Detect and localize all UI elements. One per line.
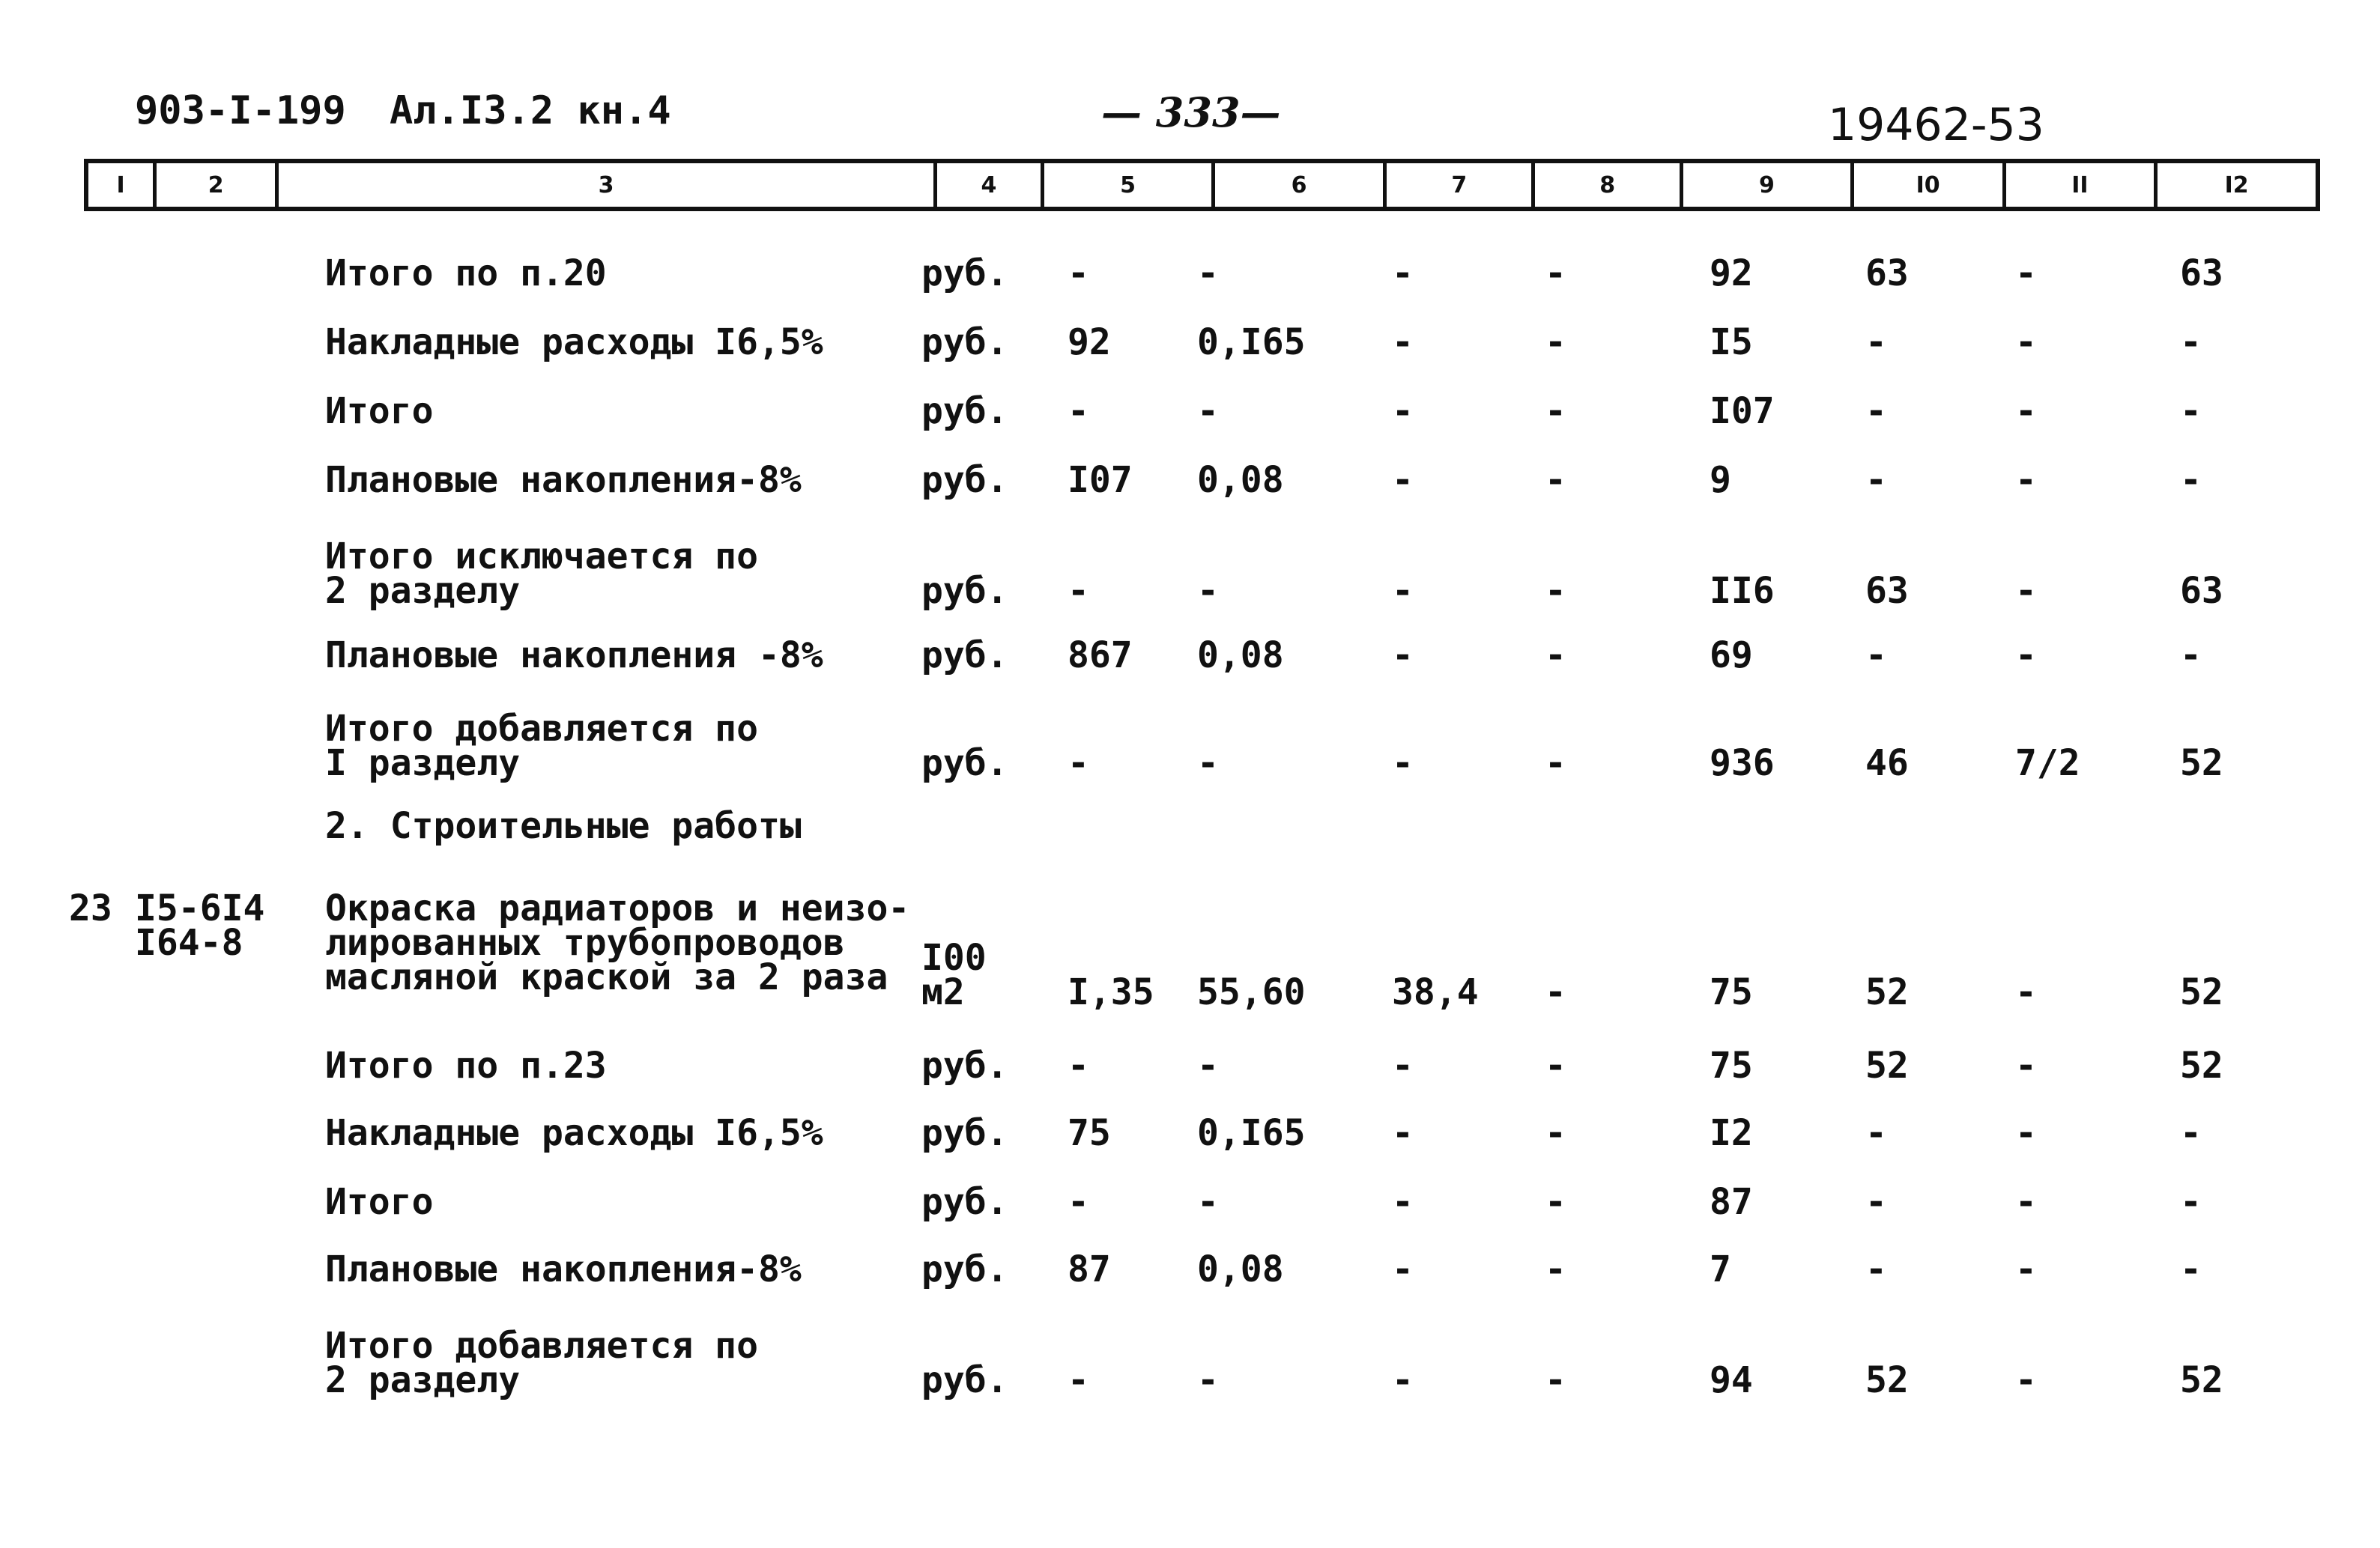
cell-col-8: - [1545,570,1566,612]
cell-col-8: - [1545,971,1566,1013]
column-number-9: 9 [1683,163,1854,207]
cell-col-7: - [1392,742,1414,784]
cell-col-11: - [2015,1248,2037,1290]
cell-col-12: - [2180,634,2202,676]
cell-col-11: - [2015,321,2037,363]
cell-col-12: 63 [2180,570,2223,612]
cell-col-5: 75 [1068,1112,1111,1154]
cell-col-9: 936 [1710,742,1775,784]
cell-col-6: 55,60 [1197,971,1306,1013]
cell-col-11: - [2015,1181,2037,1223]
cell-description: Накладные расходы I6,5% [325,321,823,363]
cell-col-6: - [1197,1359,1219,1401]
cell-col-9: 87 [1710,1181,1753,1223]
cell-col-9: 69 [1710,634,1753,676]
cell-col-10: 63 [1865,252,1909,294]
cell-col-11: - [2015,390,2037,432]
column-number-1: I [88,163,157,207]
cell-col-12: - [2180,459,2202,501]
handwritten-reference: 19462-53 [1828,99,2044,151]
cell-col-12: 63 [2180,252,2223,294]
cell-col-7: - [1392,1045,1414,1087]
cell-col-9: 9 [1710,459,1731,501]
cell-col-5: 92 [1068,321,1111,363]
cell-col-9: 75 [1710,1045,1753,1087]
cell-col-6: - [1197,390,1219,432]
cell-col-5: - [1068,742,1089,784]
cell-description: Итого [325,390,434,432]
cell-description: Итого [325,1181,434,1223]
cell-col-8: - [1545,634,1566,676]
cell-col-7: - [1392,252,1414,294]
cell-col-5: - [1068,1181,1089,1223]
cell-col-11: - [2015,459,2037,501]
cell-description: Итого добавляется по 2 разделу [325,1325,758,1401]
cell-col-9: I07 [1710,390,1775,432]
cell-col-10: - [1865,1248,1887,1290]
cell-col-6: - [1197,1045,1219,1087]
cell-price-code: I5-6I4 I64-8 [135,887,265,964]
cell-col-9: I5 [1710,321,1753,363]
cell-col-10: - [1865,321,1887,363]
cell-col-8: - [1545,252,1566,294]
cell-col-5: - [1068,1045,1089,1087]
cell-col-6: - [1197,1181,1219,1223]
cell-description: Плановые накопления -8% [325,634,823,676]
cell-col-11: 7/2 [2015,742,2080,784]
cell-unit: I00 м2 [921,937,987,1013]
cell-col-11: - [2015,252,2037,294]
cell-col-11: - [2015,1112,2037,1154]
cell-col-11: - [2015,570,2037,612]
cell-col-7: - [1392,1359,1414,1401]
cell-unit: руб. [921,1359,1008,1401]
column-number-7: 7 [1387,163,1535,207]
cell-unit: руб. [921,321,1008,363]
cell-col-10: 63 [1865,570,1909,612]
cell-col-10: - [1865,390,1887,432]
cell-col-10: 52 [1865,1045,1909,1087]
cell-unit: руб. [921,1181,1008,1223]
cell-col-5: 87 [1068,1248,1111,1290]
column-number-12: I2 [2224,172,2249,198]
cell-col-8: - [1545,459,1566,501]
cell-col-5: - [1068,1359,1089,1401]
cell-col-11: - [2015,1045,2037,1087]
cell-col-10: 46 [1865,742,1909,784]
cell-unit: руб. [921,390,1008,432]
cell-col-6: 0,I65 [1197,321,1306,363]
cell-col-6: - [1197,252,1219,294]
page-number: — 333— [1101,88,1281,136]
cell-description: Итого по п.23 [325,1045,607,1087]
cell-col-9: I2 [1710,1112,1753,1154]
cell-unit: руб. [921,1112,1008,1154]
cell-col-12: - [2180,390,2202,432]
column-number-8: 8 [1535,163,1683,207]
cell-unit: руб. [921,1248,1008,1290]
column-number-header [84,159,2320,211]
cell-description: Итого добавляется по I разделу [325,708,758,784]
cell-col-10: 52 [1865,971,1909,1013]
cell-col-10: - [1865,1112,1887,1154]
cell-unit: руб. [921,1045,1008,1087]
cell-col-6: 0,08 [1197,1248,1284,1290]
cell-col-7: - [1392,1181,1414,1223]
cell-col-8: - [1545,1112,1566,1154]
cell-col-5: - [1068,390,1089,432]
cell-unit: руб. [921,634,1008,676]
cell-col-5: - [1068,570,1089,612]
cell-col-7: - [1392,1112,1414,1154]
cell-col-5: - [1068,252,1089,294]
cell-unit: руб. [921,742,1008,784]
column-number-5: 5 [1044,163,1215,207]
document-code: 903-I-199 [135,88,346,133]
cell-unit: руб. [921,252,1008,294]
cell-col-6: - [1197,742,1219,784]
cell-col-9: 92 [1710,252,1753,294]
album-reference: Ал.I3.2 кн.4 [390,88,671,133]
cell-col-7: 38,4 [1392,971,1479,1013]
cell-description: Накладные расходы I6,5% [325,1112,823,1154]
cell-col-11: - [2015,634,2037,676]
cell-col-10: - [1865,1181,1887,1223]
cell-col-8: - [1545,1248,1566,1290]
cell-description: Итого по п.20 [325,252,607,294]
column-number-3: 3 [279,163,936,207]
cell-col-8: - [1545,1359,1566,1401]
column-number-10: I0 [1854,163,2006,207]
cell-col-12: - [2180,321,2202,363]
cell-col-6: 0,08 [1197,634,1284,676]
column-number-6: 6 [1215,163,1387,207]
cell-description: Плановые накопления-8% [325,459,802,501]
cell-col-12: 52 [2180,1045,2223,1087]
cell-col-12: - [2180,1248,2202,1290]
cell-col-8: - [1545,390,1566,432]
cell-col-6: 0,08 [1197,459,1284,501]
column-number-4: 4 [937,163,1044,207]
cell-col-11: - [2015,971,2037,1013]
cell-col-10: 52 [1865,1359,1909,1401]
cell-description: Окраска радиаторов и неизо- лированных трубопроводов масляной краской за 2 раза [325,887,910,998]
cell-col-6: 0,I65 [1197,1112,1306,1154]
cell-description: Итого исключается по 2 разделу [325,535,758,612]
cell-col-7: - [1392,390,1414,432]
cell-unit: руб. [921,459,1008,501]
column-number-11: II [2006,163,2158,207]
cell-col-9: II6 [1710,570,1775,612]
cell-col-9: 94 [1710,1359,1753,1401]
cell-col-7: - [1392,634,1414,676]
cell-col-8: - [1545,1181,1566,1223]
cell-col-8: - [1545,321,1566,363]
section-heading: 2. Строительные работы [325,805,802,847]
cell-col-5: I07 [1068,459,1133,501]
cell-item-number: 23 [69,887,112,929]
cell-description: Плановые накопления-8% [325,1248,802,1290]
cell-col-9: 75 [1710,971,1753,1013]
cell-col-12: - [2180,1112,2202,1154]
cell-col-7: - [1392,321,1414,363]
cell-col-5: I,35 [1068,971,1154,1013]
cell-col-8: - [1545,1045,1566,1087]
cell-col-9: 7 [1710,1248,1731,1290]
cell-col-7: - [1392,570,1414,612]
cell-col-12: 52 [2180,971,2223,1013]
cell-col-6: - [1197,570,1219,612]
cell-col-5: 867 [1068,634,1133,676]
cell-col-11: - [2015,1359,2037,1401]
cell-col-12: - [2180,1181,2202,1223]
cell-unit: руб. [921,570,1008,612]
cell-col-7: - [1392,459,1414,501]
column-number-2: 2 [157,163,279,207]
cell-col-10: - [1865,634,1887,676]
cell-col-12: 52 [2180,1359,2223,1401]
cell-col-12: 52 [2180,742,2223,784]
cell-col-7: - [1392,1248,1414,1290]
cell-col-10: - [1865,459,1887,501]
cell-col-8: - [1545,742,1566,784]
